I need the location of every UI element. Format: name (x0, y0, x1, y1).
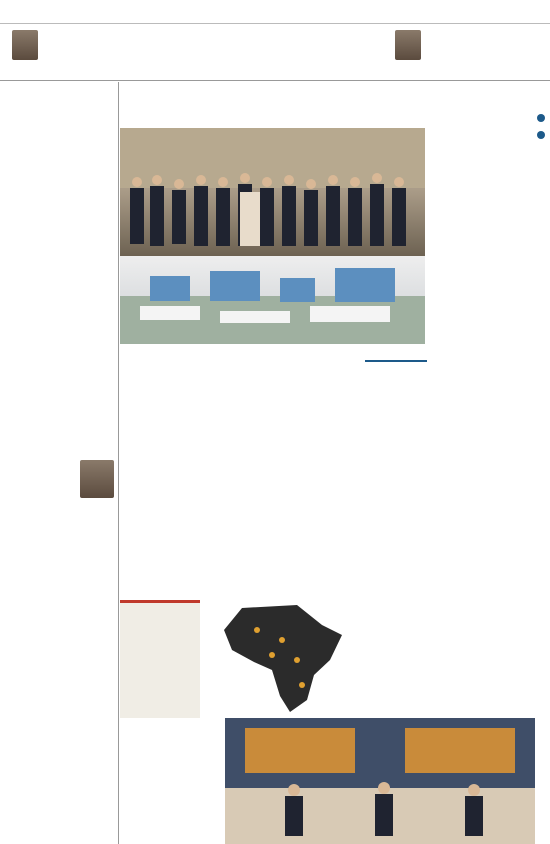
quote-avatar-right (395, 30, 421, 60)
conference-stage (225, 718, 535, 844)
bullet-icon (537, 114, 545, 122)
vertical-divider (118, 82, 119, 844)
top-divider (0, 80, 550, 81)
side-article-body-2 (4, 502, 114, 842)
industrial-model (120, 256, 425, 344)
right-column-body (428, 235, 546, 470)
stratfor-body (365, 432, 427, 492)
quote-left (42, 28, 220, 76)
quote-right (225, 28, 393, 76)
info-box (120, 600, 200, 718)
project-model-photo (120, 256, 425, 344)
africa-map-graphic (202, 600, 352, 718)
conference-photo (225, 718, 535, 844)
stratfor-box (365, 360, 427, 430)
side-article-body (4, 116, 114, 456)
right-column-body-2 (428, 484, 546, 724)
page-header (0, 0, 550, 24)
middle-right-column (270, 358, 360, 598)
bullet-icon (537, 131, 545, 139)
side-quote-avatar (80, 460, 114, 498)
africa-map (202, 600, 352, 718)
strategic-body (365, 505, 427, 598)
bottom-left-column (120, 720, 220, 844)
quote-avatar-left (12, 30, 38, 60)
subhead-item (120, 110, 545, 127)
middle-center-column-top (175, 358, 265, 403)
section-banner (400, 26, 550, 76)
delegation-photo (120, 128, 425, 256)
middle-center-column (175, 416, 265, 598)
info-box-title (120, 603, 200, 607)
delegation-figures (120, 128, 425, 256)
